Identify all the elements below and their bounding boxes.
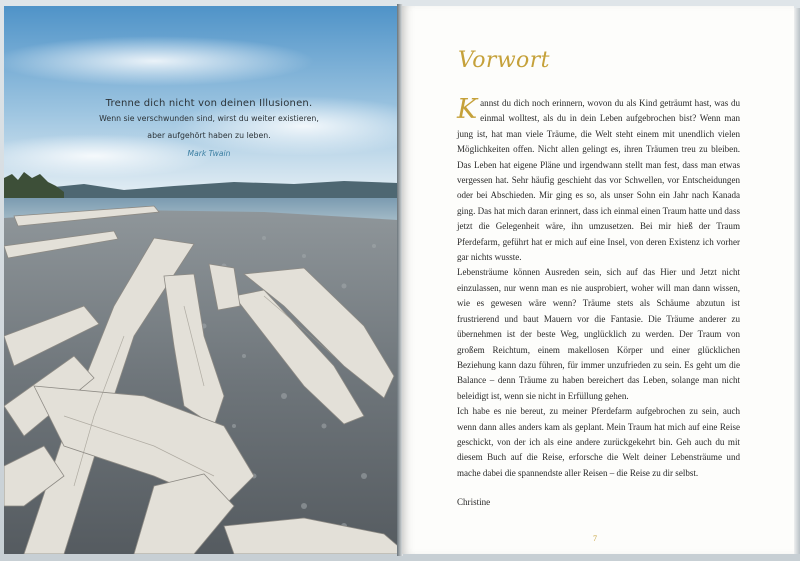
paragraph-1 [457,96,740,265]
signature: Christine [457,497,491,508]
paragraph-3: Ich habe es nie bereut, zu meiner Pferdefarm aufgebrochen zu sein, auch wenn dann alles anders kam als geplant. Mein Traum hat mich auf eine Reise geschickt, von der ich als eine andere zurückgekehrt bin. Geh auch du mit diesem Buch auf die Reise, erforsche die Welt deiner Lebensträume und mache dabei die spannendste aller Reisen – die Reise zu dir selbst. [457,406,740,478]
drop-cap: K [457,94,478,125]
quote-block [64,98,354,158]
page-number: 7 [593,534,597,543]
paragraph-2: Lebensträume können Ausreden sein, sich auf das Hier und Jetzt nicht einzulassen, nur wenn man es nie ausprobiert, woher will man dann wissen, wie es gewesen wäre wenn? Träume stets als Schäume abzutun ist frustrierend und baut Mauern vor die Fantasie. Die Träume anderer zu übernehmen ist der beste Weg, unglücklich zu werden. Der Traum von großem Reichtum, einem makellosen Körper und einer glücklichen Beziehung kann dazu führen, für immer unzufrieden zu sein. Es geht um die Balance – denn Träume zu haben bereichert das Leben, solange man nicht beleidigt ist, wenn sie nicht in Erfüllung gehen. [457,267,740,401]
left-page [4,6,398,554]
page-edge [794,8,800,554]
chapter-heading: Vorwort [458,48,550,73]
right-page [402,6,794,554]
quote-line-2: Wenn sie verschwunden sind, wirst du weiter existieren, [99,114,319,123]
beach-with-driftwood-photo [4,6,398,554]
quote-author: Mark Twain [187,149,231,158]
body-text [457,96,740,511]
quote-line-1: Trenne dich nicht von deinen Illusionen. [105,98,313,109]
quote-line-3: aber aufgehört haben zu leben. [147,131,271,140]
paragraph-1-text: annst du dich noch erinnern, wovon du als Kind geträumt hast, was du einmal wolltest, als du in dein Leben aufgebrochen bist? Wenn man jung ist, hat man viele Träume, die Welt steht einem mit unendlich vielen Möglichkeiten offen. Nicht allen gelingt es, ihren Träumen treu zu bleiben. Das Leben hat eigene Pläne und irgendwann stellt man fest, dass man etwas vergessen hat. Sehr häufig geschieht das vor Schwellen, vor Entscheidungen oder bei Abschieden. Mir ging es so, als unser Sohn ein Jahr nach Kanada ging. Das hat mich daran erinnert, dass ich einmal einen Traum hatte und dass jetzt die Gelegenheit wäre, ihn umzusetzen. Bei mir hieß der Traum Pferdefarm, geführt hat er mich auf eine Insel, von deren Existenz ich vorher gar nichts wusste. [457,98,740,263]
